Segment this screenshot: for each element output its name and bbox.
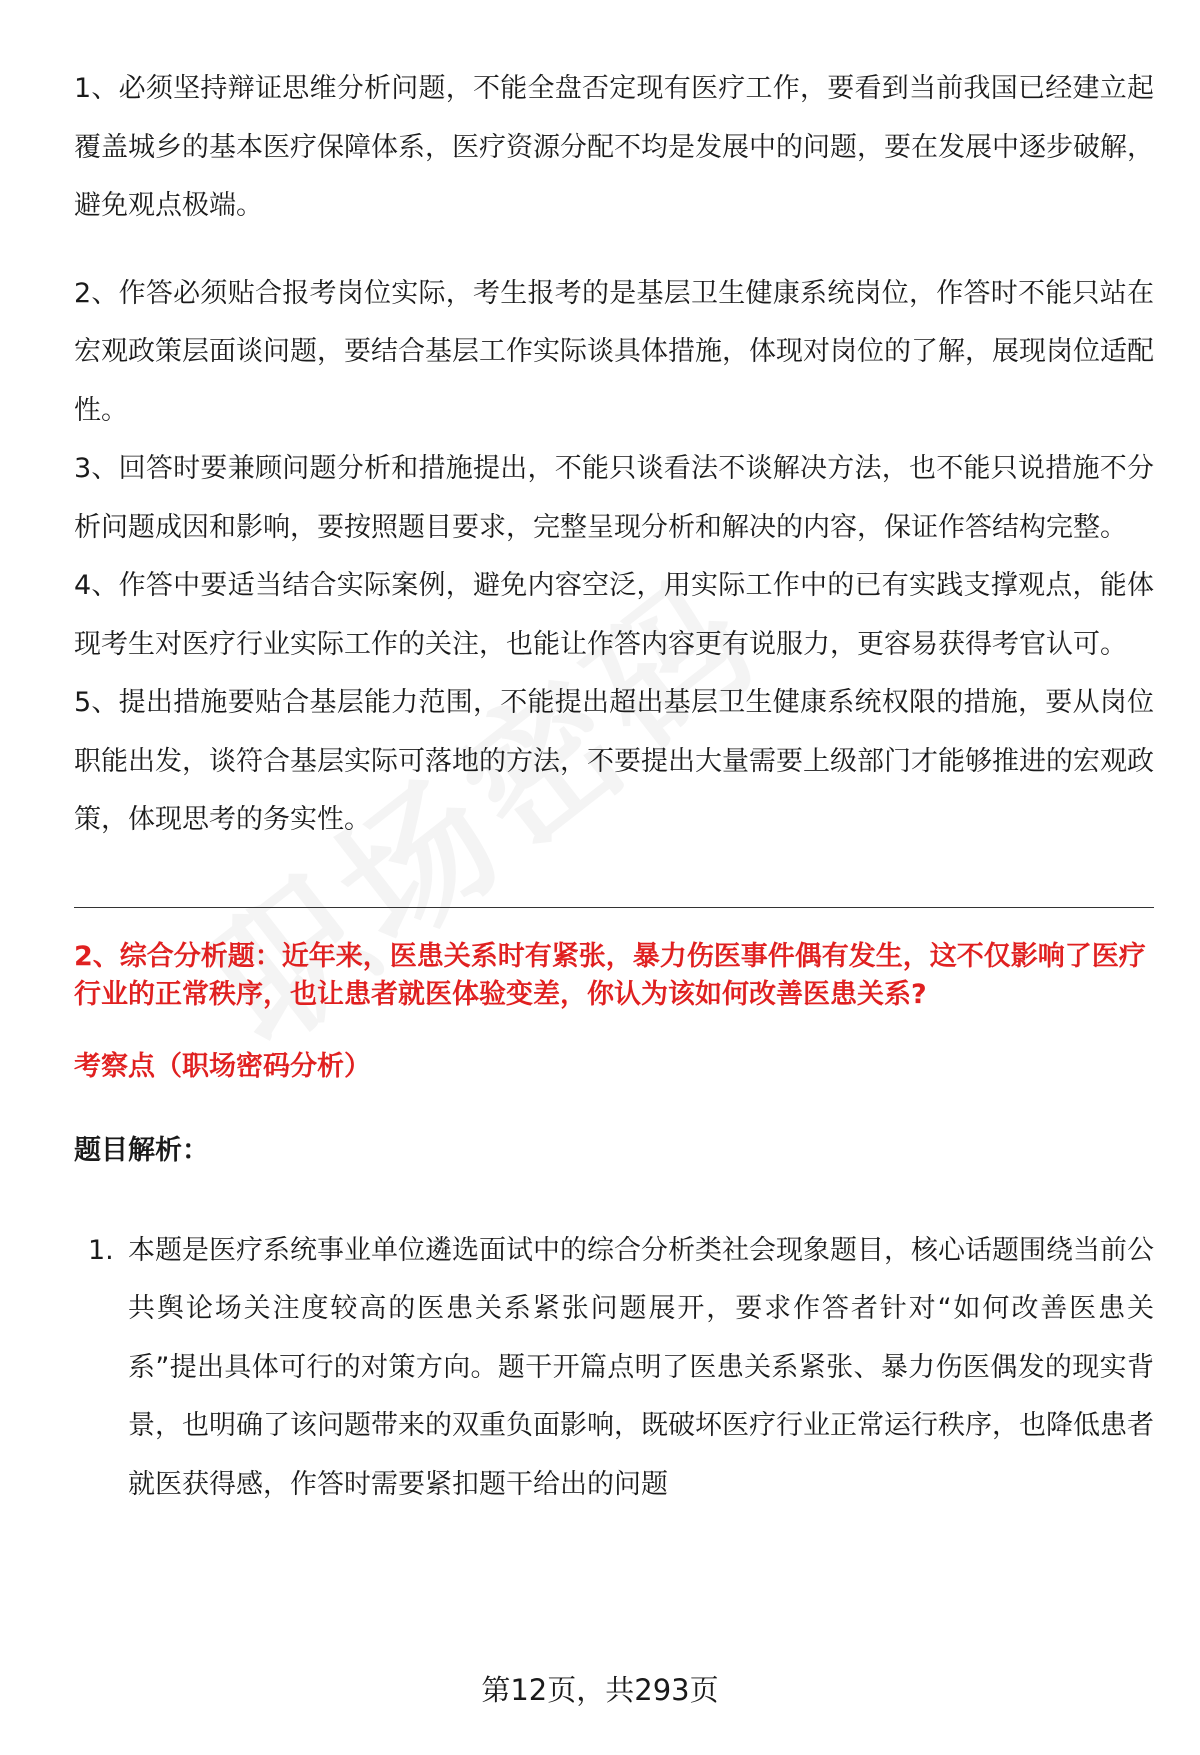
- list-item-text: 本题是医疗系统事业单位遴选面试中的综合分析类社会现象题目，核心话题围绕当前公共舆论场关注度较高的医患关系紧张问题展开，要求作答者针对“如何改善医患关系”提出具体可行的对策方向。题干开篇点明了医患关系紧张、暴力伤医偶发的现实背景，也明确了该问题带来的双重负面影响，既破坏医疗行业正常运行秩序，也降低患者就医获得感，作答时需要紧扣题干给出的问题: [128, 1234, 1154, 1500]
- focus-heading: 考察点（职场密码分析）: [74, 1050, 371, 1082]
- point-5: 5、提出措施要贴合基层能力范围，不能提出超出基层卫生健康系统权限的措施，要从岗位职能出发，谈符合基层实际可落地的方法，不要提出大量需要上级部门才能够推进的宏观政策，体现思考的务实性。: [74, 687, 1154, 835]
- page-number: 第12页，共293页: [481, 1673, 719, 1707]
- question-heading: 2、综合分析题：近年来，医患关系时有紧张，暴力伤医事件偶有发生，这不仅影响了医疗行业的正常秩序，也让患者就医体验变差，你认为该如何改善医患关系?: [74, 940, 1146, 1010]
- list-item: [74, 1222, 1154, 1515]
- point-4: 4、作答中要适当结合实际案例，避免内容空泛，用实际工作中的已有实践支撑观点，能体现考生对医疗行业实际工作的关注，也能让作答内容更有说服力，更容易获得考官认可。: [74, 570, 1154, 660]
- point-1: 1、必须坚持辩证思维分析问题，不能全盘否定现有医疗工作，要看到当前我国已经建立起覆盖城乡的基本医疗保障体系，医疗资源分配不均是发展中的问题，要在发展中逐步破解，避免观点极端。: [74, 73, 1154, 221]
- analysis-title: 题目解析：: [74, 1134, 209, 1166]
- list-item-number: 1.: [88, 1234, 114, 1266]
- section-divider: [74, 907, 1154, 908]
- point-2: 2、作答必须贴合报考岗位实际，考生报考的是基层卫生健康系统岗位，作答时不能只站在宏观政策层面谈问题，要结合基层工作实际谈具体措施，体现对岗位的了解，展现岗位适配性。: [74, 277, 1154, 426]
- point-3: 3、回答时要兼顾问题分析和措施提出，不能只谈看法不谈解决方法，也不能只说措施不分析问题成因和影响，要按照题目要求，完整呈现分析和解决的内容，保证作答结构完整。: [74, 453, 1154, 543]
- page-content: [74, 60, 1154, 1514]
